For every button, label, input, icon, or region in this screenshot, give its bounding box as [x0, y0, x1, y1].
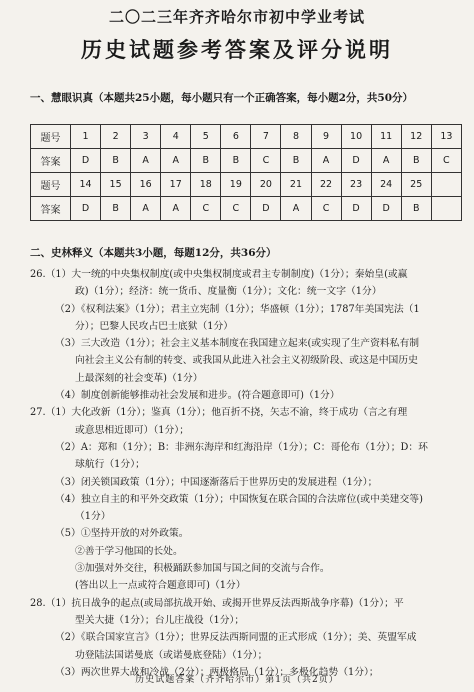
answer-cell: D	[71, 197, 101, 221]
question-number-cell: 18	[191, 173, 221, 197]
answer-cell: A	[311, 149, 341, 173]
answer-line: （3）闭关锁国政策（1分）；中国逐渐落后于世界历史的发展进程（1分）；	[55, 476, 378, 488]
answer-cell: B	[191, 149, 221, 173]
question-number-cell: 12	[401, 125, 431, 149]
exam-title: 二〇二三年齐齐哈尔市初中学业考试	[108, 8, 365, 26]
answer-cell: D	[251, 197, 281, 221]
question-number-cell: 19	[221, 173, 251, 197]
answer-cell: B	[101, 197, 131, 221]
answer-line: 功登陆法国诺曼底（或诺曼底登陆）（1分）；	[75, 649, 268, 661]
question-number-cell: 2	[101, 125, 131, 149]
answer-line: 或意思相近即可）（1分）；	[75, 424, 189, 436]
answer-line: （2）《联合国家宣言》（1分）；世界反法西斯同盟的正式形成（1分）；美、英盟军成	[55, 632, 417, 644]
answer-line: （5）①坚持开放的对外政策。	[55, 528, 189, 540]
question-number-row	[31, 125, 462, 149]
question-number-cell: 16	[131, 173, 161, 197]
answer-cell: D	[341, 149, 371, 173]
answer-cell: B	[221, 149, 251, 173]
answer-table	[30, 124, 462, 221]
answer-cell: C	[431, 149, 461, 173]
question-number-row-label: 题号	[31, 173, 71, 197]
answer-cell: A	[131, 197, 161, 221]
question-number-cell: 4	[161, 125, 191, 149]
answer-line: ②善于学习他国的长处。	[75, 545, 183, 557]
answer-line: （4）独立自主的和平外交政策（1分）；中国恢复在联合国的合法席位(或中美建交等)	[55, 493, 423, 505]
answer-cell: C	[311, 197, 341, 221]
question-number-cell: 24	[371, 173, 401, 197]
answer-line: （4）制度创新能够推动社会发展和进步。(符合题意即可)（1分）	[55, 390, 340, 402]
answer-row-label: 答案	[31, 197, 71, 221]
question-number-cell	[431, 173, 461, 197]
answer-row-label: 答案	[31, 149, 71, 173]
answer-cell: A	[281, 197, 311, 221]
answer-line: 26.（1）大一统的中央集权制度(或中央集权制度或君主专制制度)（1分）；秦始皇(或赢	[30, 269, 408, 280]
answer-cell: A	[131, 149, 161, 173]
answer-cell: C	[221, 197, 251, 221]
question-number-cell: 22	[311, 173, 341, 197]
answer-cell	[431, 197, 461, 221]
answer-line: （1分）	[75, 511, 111, 523]
question-number-cell: 5	[191, 125, 221, 149]
question-number-cell: 11	[371, 125, 401, 149]
question-number-cell: 21	[281, 173, 311, 197]
answer-line: （2）A：郑和（1分）；B：非洲东海岸和红海沿岸（1分）；C：哥伦布（1分）；D：环	[55, 441, 428, 453]
answer-line: 分）；巴黎人民攻占巴士底狱（1分）	[75, 320, 234, 332]
section2-answers	[30, 266, 464, 681]
answer-cell: D	[371, 197, 401, 221]
answer-cell: C	[251, 149, 281, 173]
answer-line: 型关大捷（1分）；台儿庄战役（1分）；	[75, 614, 245, 626]
answer-cell: B	[401, 149, 431, 173]
question-number-row	[31, 173, 462, 197]
question-number-cell: 7	[251, 125, 281, 149]
answer-cell: A	[161, 149, 191, 173]
answer-line: 球航行（1分）；	[75, 459, 145, 471]
section2-heading: 二、史林释义（本题共3小题，每题12分，共36分）	[30, 247, 277, 259]
answer-cell: D	[341, 197, 371, 221]
question-number-cell: 1	[71, 125, 101, 149]
question-number-cell: 23	[341, 173, 371, 197]
question-number-cell: 8	[281, 125, 311, 149]
question-number-cell: 6	[221, 125, 251, 149]
answer-row	[31, 149, 462, 173]
page-footer: 历史试题答案（齐齐哈尔市）第1页（共2页）	[135, 675, 339, 685]
answer-line: (答出以上一点或符合题意即可)（1分）	[75, 580, 246, 592]
answer-cell: C	[191, 197, 221, 221]
question-number-cell: 25	[401, 173, 431, 197]
question-number-cell: 13	[431, 125, 461, 149]
answer-cell: B	[101, 149, 131, 173]
answer-cell: D	[71, 149, 101, 173]
answer-cell: B	[281, 149, 311, 173]
question-number-row-label: 题号	[31, 125, 71, 149]
answer-line: 27.（1）大化改新（1分）；鉴真（1分）；他百折不挠，矢志不渝，终于成功（言之有理	[30, 407, 408, 419]
question-number-cell: 17	[161, 173, 191, 197]
answer-cell: B	[401, 197, 431, 221]
answer-line: 上最深刻的社会变革)（1分）	[75, 372, 203, 384]
section1-heading: 一、慧眼识真（本题共25小题，每小题只有一个正确答案，每小题2分，共50分）	[30, 92, 414, 104]
answer-line: 政)（1分）；经济：统一货币、度量衡（1分）；文化：统一文字（1分）	[75, 286, 382, 298]
answer-cell: A	[371, 149, 401, 173]
question-number-cell: 20	[251, 173, 281, 197]
question-number-cell: 14	[71, 173, 101, 197]
answer-line: （2）《权利法案》（1分）；君主立宪制（1分）；华盛顿（1分）；1787年美国宪法（1	[55, 303, 420, 315]
question-number-cell: 3	[131, 125, 161, 149]
answer-cell: A	[161, 197, 191, 221]
answer-line: 向社会主义公有制的转变、或我国从此进入社会主义初级阶段、或这是中国历史	[75, 355, 418, 367]
answer-line: （3）两次世界大战和冷战（2分）；两极格局（1分）；多极化趋势（1分）；	[55, 666, 379, 678]
answer-line: ③加强对外交往，积极踊跃参加国与国之间的交流与合作。	[75, 563, 330, 575]
answer-line: 28.（1）抗日战争的起点(或局部抗战开始、或揭开世界反法西斯战争序幕)（1分）；平	[30, 597, 404, 609]
question-number-cell: 15	[101, 173, 131, 197]
question-number-cell: 10	[341, 125, 371, 149]
document-title: 历史试题参考答案及评分说明	[81, 37, 393, 62]
answer-line: （3）三大改造（1分）；社会主义基本制度在我国建立起来(或实现了生产资料私有制	[55, 338, 420, 350]
question-number-cell: 9	[311, 125, 341, 149]
answer-row	[31, 197, 462, 221]
